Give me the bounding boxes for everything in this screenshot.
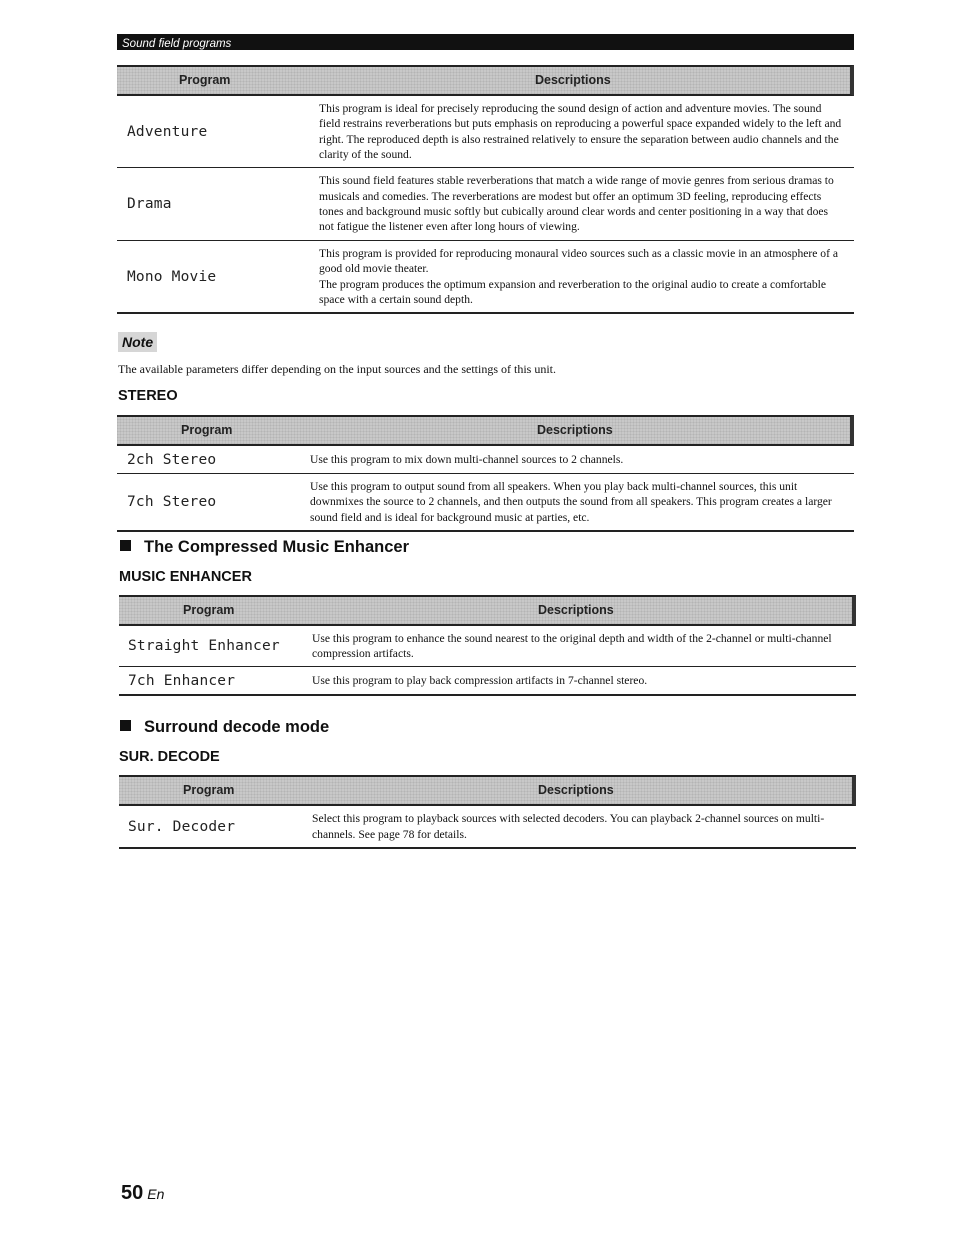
column-header-program: Program [179, 73, 231, 87]
column-header-descriptions: Descriptions [538, 603, 614, 617]
program-name: Mono Movie [127, 268, 217, 285]
sur-decode-heading: SUR. DECODE [119, 749, 220, 765]
page-number-value: 50 [121, 1182, 144, 1204]
section-bullet-icon [120, 720, 131, 731]
program-name: Adventure [127, 123, 208, 140]
note-text: The available parameters differ depending on the input sources and the settings of this unit. [118, 362, 556, 376]
table-row [119, 806, 856, 849]
table-row [117, 96, 854, 168]
section-title-text: The Compressed Music Enhancer [144, 538, 409, 556]
program-name: 7ch Stereo [127, 494, 217, 510]
program-description: Use this program to enhance the sound nearest to the original depth and width of the 2-channel or multi-channel compression artifacts. [312, 631, 832, 660]
surround-decode-mode-title [120, 718, 329, 737]
table-row [117, 168, 854, 241]
table-row [119, 626, 856, 667]
compressed-music-enhancer-title [120, 538, 409, 557]
music-enhancer-table [119, 595, 856, 696]
program-description: Use this program to mix down multi-channel sources to 2 channels. [310, 452, 624, 466]
table-row [117, 446, 854, 474]
section-header-title: Sound field programs [122, 38, 232, 50]
program-name: 7ch Enhancer [128, 672, 236, 689]
table-header [117, 415, 854, 446]
section-header-bar [117, 34, 854, 50]
column-header-program: Program [181, 423, 233, 437]
program-description: Select this program to playback sources with selected decoders. You can playback 2-channel sources on multi-channels. See page 78 for details. [312, 812, 825, 841]
table-header [117, 65, 854, 96]
program-description: This program is ideal for precisely reproducing the sound design of action and adventure movies. The sound field restrains reverberations but puts emphasis on reproducing a powerful space expanded widely to the left and right. The reproduced depth is also restrained relatively to ensure the separation between audio channels and the clarity of the sound. [319, 101, 842, 161]
table-row [117, 241, 854, 314]
program-description [319, 246, 844, 308]
program-description: This sound field features stable reverberations that match a wide range of movie genres from serious dramas to musicals and comedies. The reverberations are modest but offer an optimum 3D feeling, reproducing effects tones and background music softly but cubically around clear words and center positioning in a way that does not fatigue the listener even after long hours of viewing. [319, 174, 834, 234]
table-header [119, 595, 856, 626]
stereo-heading: STEREO [118, 388, 178, 404]
table-row [117, 474, 854, 532]
program-description: Use this program to play back compression artifacts in 7-channel stereo. [312, 673, 648, 687]
column-header-descriptions: Descriptions [537, 423, 613, 437]
program-name: Sur. Decoder [128, 818, 236, 835]
column-header-descriptions: Descriptions [535, 73, 611, 87]
column-header-program: Program [183, 783, 235, 797]
table-header [119, 775, 856, 806]
sur-decode-table [119, 775, 856, 849]
page-language: En [147, 1186, 165, 1202]
program-name: Straight Enhancer [128, 638, 280, 654]
program-description-line: The program produces the optimum expansion and reverberation to the original audio to create a comfortable space with a certain sound depth. [319, 277, 827, 306]
stereo-table [117, 415, 854, 532]
column-header-program: Program [183, 603, 235, 617]
page-number [121, 1182, 164, 1205]
program-description: Use this program to output sound from all speakers. When you play back multi-channel sources, this unit downmixes the source to 2 channels, and then outputs the sound from all speakers. This program creates a larger sound field and is ideal for background music at parties, etc. [310, 479, 832, 524]
table-row [119, 667, 856, 696]
column-header-descriptions: Descriptions [538, 783, 614, 797]
note-label: Note [118, 332, 157, 352]
section-title-text: Surround decode mode [144, 718, 330, 736]
section-bullet-icon [120, 540, 131, 551]
music-enhancer-heading: MUSIC ENHANCER [119, 569, 252, 585]
sound-programs-table [117, 65, 854, 314]
program-name: Drama [127, 196, 172, 212]
program-description-line: This program is provided for reproducing monaural video sources such as a classic movie in an atmosphere of a good old movie theater. [319, 246, 838, 276]
program-name: 2ch Stereo [127, 451, 217, 468]
